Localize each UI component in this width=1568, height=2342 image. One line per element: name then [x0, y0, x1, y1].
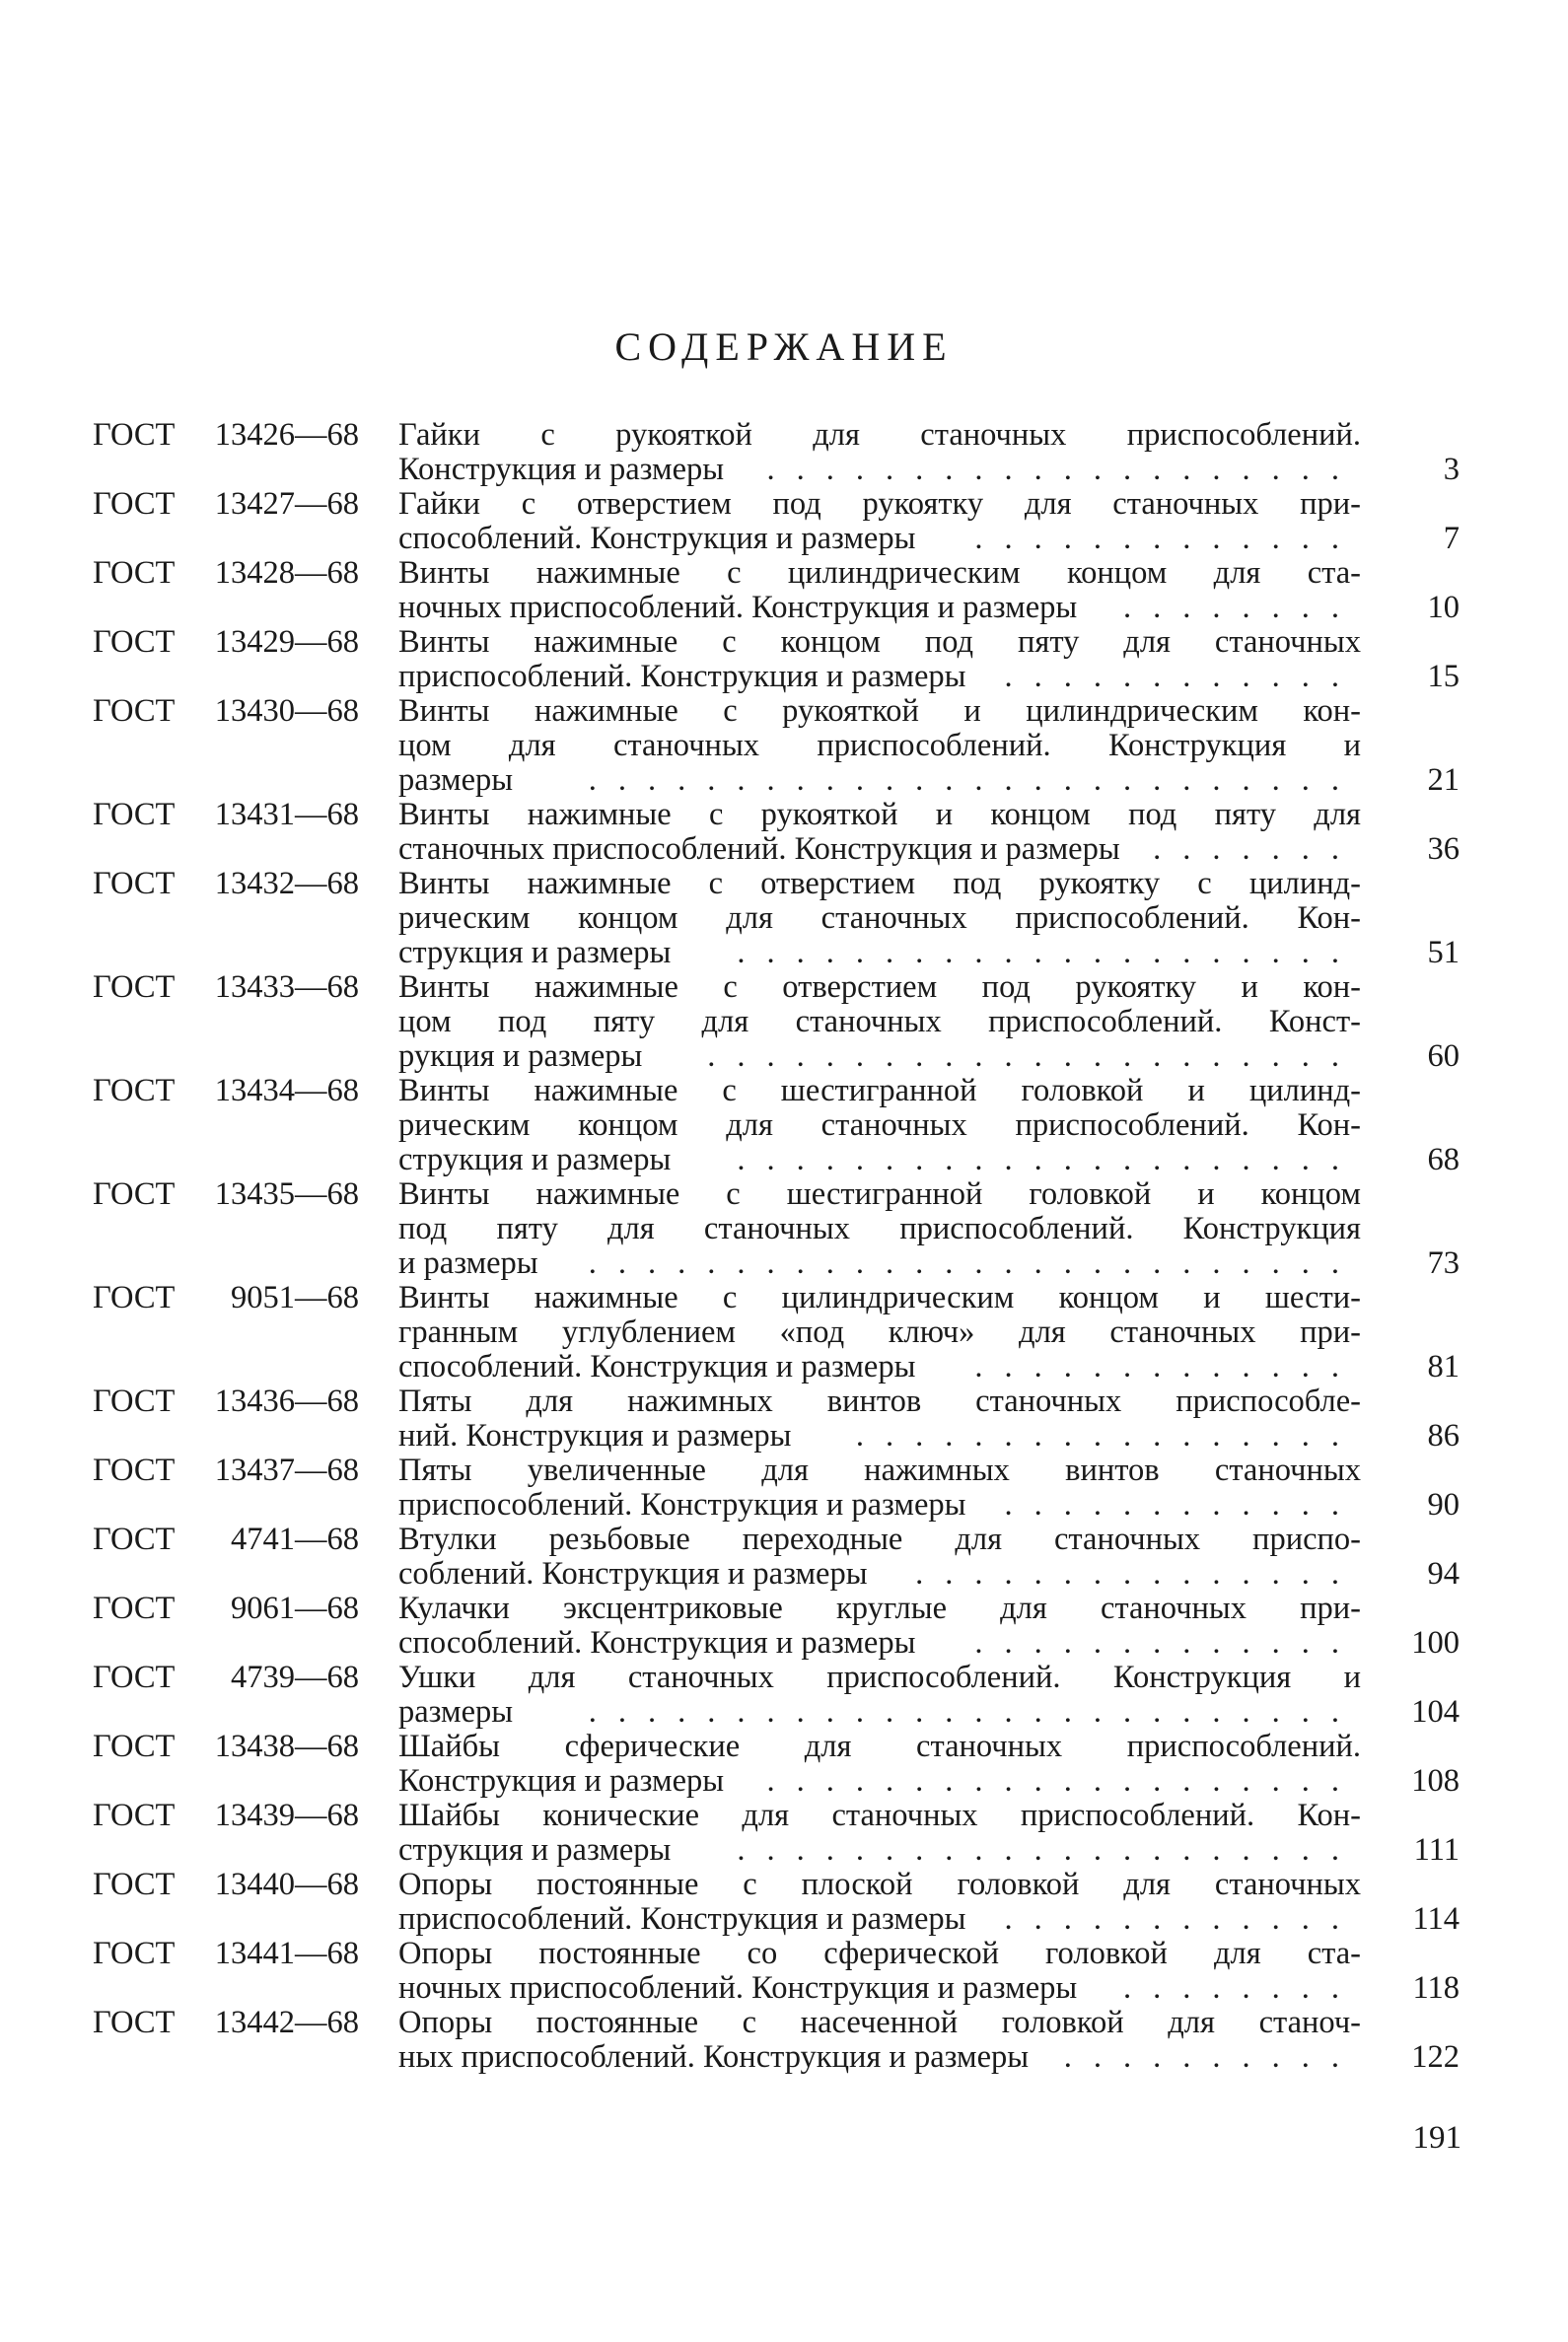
dot-leader: ..........................: [588, 763, 1361, 798]
entry-description: [398, 798, 1361, 867]
gost-number: 9061—68: [231, 1591, 359, 1626]
gost-designation: [93, 1384, 369, 1419]
description-line: [398, 453, 1361, 487]
toc-entry: [0, 1868, 1568, 1937]
toc-entry: [0, 1384, 1568, 1454]
gost-label: ГОСТ: [93, 486, 176, 522]
description-line-text: Конструкция и размеры: [398, 453, 725, 487]
description-line-text: способлений. Конструкция и размеры: [398, 522, 916, 556]
description-line-text: размеры: [398, 763, 514, 798]
gost-number: 13438—68: [214, 1729, 359, 1764]
gost-label: ГОСТ: [93, 1867, 176, 1902]
gost-designation: [93, 1074, 369, 1108]
gost-label: ГОСТ: [93, 1453, 176, 1488]
dot-leader: ....................: [766, 1764, 1361, 1799]
dot-leader: .............: [974, 1626, 1361, 1661]
entry-description: [398, 1730, 1361, 1799]
description-line-text: приспособлений. Конструкция и размеры: [398, 1488, 966, 1523]
description-line: Опоры постоянные со сферической головкой для ста-: [398, 1937, 1361, 1971]
description-line: Пяты для нажимных винтов станочных приспособле-: [398, 1384, 1361, 1419]
entry-description: [398, 2006, 1361, 2075]
description-line-text: соблений. Конструкция и размеры: [398, 1557, 868, 1592]
entry-page-number: 51: [1427, 935, 1460, 970]
description-line: Опоры постоянные с плоской головкой для станочных: [398, 1868, 1361, 1902]
dot-leader: ..........................: [588, 1246, 1361, 1281]
toc-entry: [0, 1730, 1568, 1799]
gost-label: ГОСТ: [93, 693, 176, 729]
description-line: Кулачки эксцентриковые круглые для станочных при-: [398, 1592, 1361, 1626]
toc-entry: [0, 1937, 1568, 2006]
entry-page-number: 94: [1427, 1556, 1460, 1592]
entry-description: [398, 867, 1361, 970]
description-line: рическим концом для станочных приспособлений. Кон-: [398, 1108, 1361, 1143]
toc-entry: [0, 1281, 1568, 1384]
toc-entry: [0, 625, 1568, 694]
description-line: [398, 1695, 1361, 1730]
entry-page-number: 86: [1427, 1418, 1460, 1454]
dot-leader: .....................: [737, 936, 1361, 970]
gost-number: 13440—68: [214, 1867, 359, 1902]
gost-number: 13428—68: [214, 555, 359, 591]
gost-designation: [93, 556, 369, 591]
description-line: цом для станочных приспособлений. Конструкция и: [398, 729, 1361, 763]
description-line: [398, 936, 1361, 970]
gost-label: ГОСТ: [93, 1384, 176, 1419]
entry-page-number: 3: [1443, 452, 1460, 487]
entry-page-number: 7: [1443, 521, 1460, 556]
gost-designation: [93, 1937, 369, 1971]
dot-leader: .............: [974, 522, 1361, 556]
gost-number: 9051—68: [231, 1280, 359, 1315]
description-line-text: Конструкция и размеры: [398, 1764, 725, 1799]
entry-page-number: 100: [1411, 1625, 1460, 1661]
description-line: цом под пяту для станочных приспособлений. Конст-: [398, 1005, 1361, 1039]
entry-page-number: 60: [1427, 1038, 1460, 1074]
entry-description: [398, 1384, 1361, 1454]
toc-entry: [0, 487, 1568, 556]
dot-leader: ............: [1004, 1488, 1361, 1523]
entry-description: [398, 694, 1361, 798]
gost-label: ГОСТ: [93, 555, 176, 591]
entry-page-number: 36: [1427, 831, 1460, 867]
gost-label: ГОСТ: [93, 624, 176, 660]
description-line: [398, 660, 1361, 694]
dot-leader: ............: [1004, 660, 1361, 694]
description-line: Винты нажимные с отверстием под рукоятку и кон-: [398, 970, 1361, 1005]
gost-designation: [93, 1523, 369, 1557]
description-line: [398, 1626, 1361, 1661]
description-line: Опоры постоянные с насеченной головкой для станоч-: [398, 2006, 1361, 2040]
dot-leader: .............: [974, 1350, 1361, 1384]
description-line: Шайбы конические для станочных приспособлений. Кон-: [398, 1799, 1361, 1833]
description-line: [398, 1488, 1361, 1523]
gost-label: ГОСТ: [93, 1176, 176, 1212]
entry-page-number: 68: [1427, 1142, 1460, 1177]
gost-designation: [93, 1281, 369, 1315]
gost-designation: [93, 1730, 369, 1764]
page-title: СОДЕРЖАНИЕ: [614, 324, 954, 369]
entry-description: [398, 1281, 1361, 1384]
gost-number: 13434—68: [214, 1073, 359, 1108]
description-line: [398, 1350, 1361, 1384]
gost-number: 13427—68: [214, 486, 359, 522]
gost-designation: [93, 867, 369, 901]
gost-label: ГОСТ: [93, 866, 176, 901]
gost-label: ГОСТ: [93, 2005, 176, 2040]
gost-label: ГОСТ: [93, 417, 176, 453]
gost-number: 13432—68: [214, 866, 359, 901]
entry-page-number: 118: [1412, 1970, 1460, 2006]
toc-entry: [0, 1592, 1568, 1661]
description-line: [398, 763, 1361, 798]
description-line-text: способлений. Конструкция и размеры: [398, 1350, 916, 1384]
dot-leader: ...............: [915, 1557, 1361, 1592]
description-line: под пяту для станочных приспособлений. Конструкция: [398, 1212, 1361, 1246]
description-line-text: струкция и размеры: [398, 1833, 672, 1868]
description-line: гранным углублением «под ключ» для станочных при-: [398, 1315, 1361, 1350]
toc-entry: [0, 970, 1568, 1074]
gost-label: ГОСТ: [93, 1936, 176, 1971]
gost-number: 13426—68: [214, 417, 359, 453]
description-line-text: и размеры: [398, 1246, 538, 1281]
gost-number: 13429—68: [214, 624, 359, 660]
description-line: [398, 1557, 1361, 1592]
description-line: [398, 591, 1361, 625]
gost-designation: [93, 1799, 369, 1833]
description-line: Винты нажимные с шестигранной головкой и концом: [398, 1177, 1361, 1212]
gost-label: ГОСТ: [93, 1073, 176, 1108]
toc-entry: [0, 1661, 1568, 1730]
description-line-text: ний. Конструкция и размеры: [398, 1419, 792, 1454]
toc-entry: [0, 1523, 1568, 1592]
gost-label: ГОСТ: [93, 1591, 176, 1626]
description-line: [398, 2040, 1361, 2075]
gost-label: ГОСТ: [93, 1729, 176, 1764]
description-line: рическим концом для станочных приспособлений. Кон-: [398, 901, 1361, 936]
description-line: [398, 1902, 1361, 1937]
entry-page-number: 122: [1411, 2039, 1460, 2075]
description-line: Гайки с рукояткой для станочных приспособлений.: [398, 418, 1361, 453]
dot-leader: ......................: [707, 1039, 1361, 1074]
entry-description: [398, 970, 1361, 1074]
description-line: Винты нажимные с концом под пяту для станочных: [398, 625, 1361, 660]
entry-page-number: 108: [1411, 1763, 1460, 1799]
entry-page-number: 90: [1427, 1487, 1460, 1523]
description-line: [398, 832, 1361, 867]
description-line-text: струкция и размеры: [398, 936, 672, 970]
toc-entry: [0, 1799, 1568, 1868]
gost-number: 13436—68: [214, 1384, 359, 1419]
description-line: [398, 1971, 1361, 2006]
entry-description: [398, 418, 1361, 487]
dot-leader: ..........: [1063, 2040, 1361, 2075]
entry-page-number: 10: [1427, 590, 1460, 625]
toc-entry: [0, 798, 1568, 867]
description-line: Винты нажимные с цилиндрическим концом для ста-: [398, 556, 1361, 591]
gost-number: 13435—68: [214, 1176, 359, 1212]
entry-description: [398, 1661, 1361, 1730]
description-line: Винты нажимные с рукояткой и цилиндрическим кон-: [398, 694, 1361, 729]
toc-entry: [0, 1177, 1568, 1281]
description-line-text: ночных приспособлений. Конструкция и размеры: [398, 591, 1078, 625]
dot-leader: ....................: [766, 453, 1361, 487]
gost-number: 13430—68: [214, 693, 359, 729]
toc-entry: [0, 2006, 1568, 2075]
gost-number: 13441—68: [214, 1936, 359, 1971]
gost-label: ГОСТ: [93, 1280, 176, 1315]
description-line-text: размеры: [398, 1695, 514, 1730]
description-line-text: приспособлений. Конструкция и размеры: [398, 1902, 966, 1937]
gost-designation: [93, 970, 369, 1005]
entry-description: [398, 625, 1361, 694]
description-line: Гайки с отверстием под рукоятку для станочных при-: [398, 487, 1361, 522]
description-line: Пяты увеличенные для нажимных винтов станочных: [398, 1454, 1361, 1488]
gost-designation: [93, 2006, 369, 2040]
toc-entry: [0, 418, 1568, 487]
description-line-text: ных приспособлений. Конструкция и размеры: [398, 2040, 1030, 2075]
toc-entry: [0, 867, 1568, 970]
description-line: [398, 1764, 1361, 1799]
gost-label: ГОСТ: [93, 969, 176, 1005]
gost-designation: [93, 1661, 369, 1695]
entry-description: [398, 487, 1361, 556]
gost-designation: [93, 1868, 369, 1902]
description-line-text: ночных приспособлений. Конструкция и размеры: [398, 1971, 1078, 2006]
entry-description: [398, 1799, 1361, 1868]
toc-entry: [0, 556, 1568, 625]
entry-description: [398, 1937, 1361, 2006]
gost-designation: [93, 694, 369, 729]
dot-leader: .................: [855, 1419, 1361, 1454]
gost-label: ГОСТ: [93, 1798, 176, 1833]
entry-page-number: 104: [1411, 1694, 1460, 1730]
description-line: Винты нажимные с рукояткой и концом под пяту для: [398, 798, 1361, 832]
toc-entry: [0, 1074, 1568, 1177]
entry-description: [398, 1523, 1361, 1592]
dot-leader: .......: [1153, 832, 1361, 867]
description-line: Винты нажимные с шестигранной головкой и цилинд-: [398, 1074, 1361, 1108]
toc-entry: [0, 1454, 1568, 1523]
description-line: Втулки резьбовые переходные для станочных приспо-: [398, 1523, 1361, 1557]
gost-designation: [93, 1177, 369, 1212]
dot-leader: ............: [1004, 1902, 1361, 1937]
gost-designation: [93, 625, 369, 660]
description-line: [398, 1039, 1361, 1074]
entry-description: [398, 556, 1361, 625]
entry-description: [398, 1074, 1361, 1177]
description-line-text: способлений. Конструкция и размеры: [398, 1626, 916, 1661]
dot-leader: .....................: [737, 1143, 1361, 1177]
entry-page-number: 111: [1413, 1832, 1460, 1868]
dot-leader: ..........................: [588, 1695, 1361, 1730]
description-line: Ушки для станочных приспособлений. Конструкция и: [398, 1661, 1361, 1695]
gost-label: ГОСТ: [93, 797, 176, 832]
description-line: [398, 522, 1361, 556]
description-line: [398, 1419, 1361, 1454]
description-line: [398, 1246, 1361, 1281]
gost-number: 13442—68: [214, 2005, 359, 2040]
description-line-text: приспособлений. Конструкция и размеры: [398, 660, 966, 694]
entry-description: [398, 1868, 1361, 1937]
toc-entry: [0, 694, 1568, 798]
description-line: Винты нажимные с цилиндрическим концом и шести-: [398, 1281, 1361, 1315]
table-of-contents: [0, 418, 1568, 2075]
gost-designation: [93, 418, 369, 453]
gost-designation: [93, 1454, 369, 1488]
entry-page-number: 21: [1427, 762, 1460, 798]
gost-label: ГОСТ: [93, 1522, 176, 1557]
gost-number: 4741—68: [231, 1522, 359, 1557]
description-line-text: рукция и размеры: [398, 1039, 643, 1074]
entry-description: [398, 1454, 1361, 1523]
gost-designation: [93, 798, 369, 832]
gost-label: ГОСТ: [93, 1660, 176, 1695]
description-line: [398, 1143, 1361, 1177]
description-line-text: станочных приспособлений. Конструкция и размеры: [398, 832, 1120, 867]
entry-description: [398, 1177, 1361, 1281]
gost-number: 4739—68: [231, 1660, 359, 1695]
dot-leader: ........: [1123, 1971, 1361, 2006]
dot-leader: ........: [1123, 591, 1361, 625]
gost-number: 13433—68: [214, 969, 359, 1005]
dot-leader: .....................: [737, 1833, 1361, 1868]
description-line: [398, 1833, 1361, 1868]
entry-page-number: 73: [1427, 1245, 1460, 1281]
description-line: Шайбы сферические для станочных приспособлений.: [398, 1730, 1361, 1764]
entry-page-number: 81: [1427, 1349, 1460, 1384]
page-number: 191: [1412, 2120, 1461, 2156]
gost-number: 13431—68: [214, 797, 359, 832]
entry-description: [398, 1592, 1361, 1661]
gost-number: 13437—68: [214, 1453, 359, 1488]
description-line-text: струкция и размеры: [398, 1143, 672, 1177]
gost-designation: [93, 487, 369, 522]
gost-designation: [93, 1592, 369, 1626]
entry-page-number: 15: [1427, 659, 1460, 694]
entry-page-number: 114: [1412, 1901, 1460, 1937]
gost-number: 13439—68: [214, 1798, 359, 1833]
description-line: Винты нажимные с отверстием под рукоятку с цилинд-: [398, 867, 1361, 901]
